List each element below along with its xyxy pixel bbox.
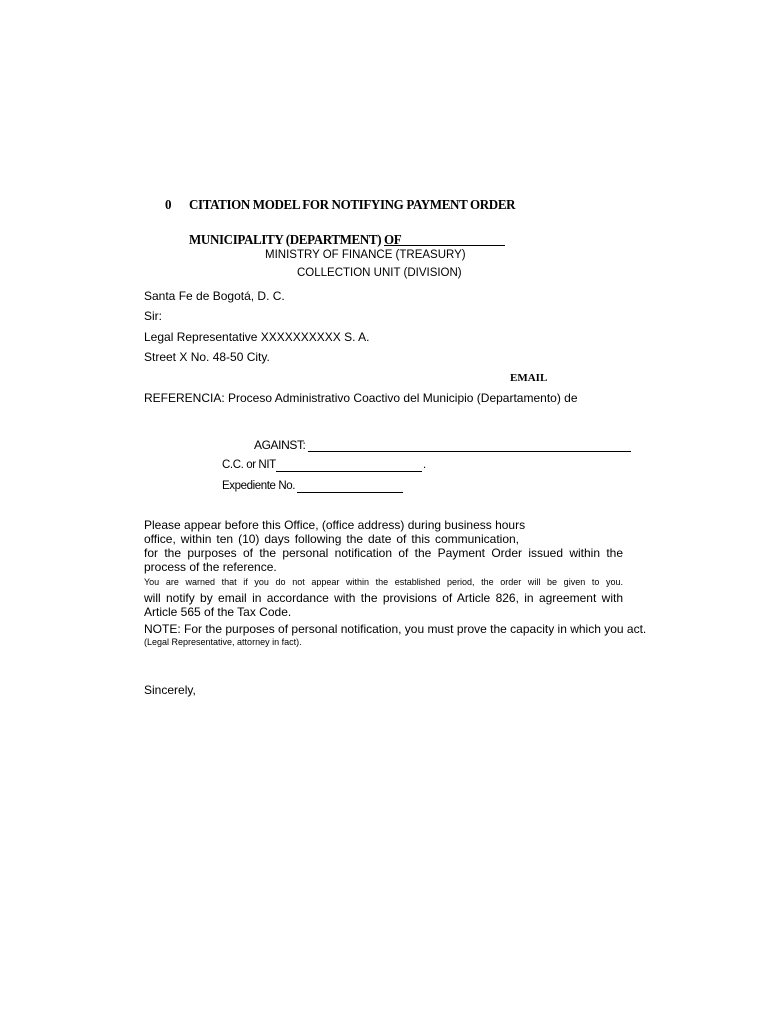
municipality-label: MUNICIPALITY (DEPARTMENT) OF — [189, 233, 402, 248]
id-blank — [276, 471, 422, 472]
salutation: Sir: — [144, 309, 162, 323]
note-detail: (Legal Representative, attorney in fact). — [144, 637, 302, 647]
file-blank — [297, 492, 403, 493]
body-line-3-text: for the purposes of the personal notification of the Payment Order issued within the process of the reference. — [144, 546, 623, 574]
body-line-3 — [144, 546, 623, 574]
body-line-1: Please appear before this Office, (office address) during business hours — [144, 518, 526, 532]
ministry-heading: MINISTRY OF FINANCE (TREASURY) — [265, 249, 466, 261]
file-label: Expediente No. — [222, 480, 296, 492]
against-blank — [308, 451, 631, 452]
section-number: 0 — [165, 198, 172, 213]
municipality-line — [189, 231, 417, 249]
body-line-2-text: office, within ten (10) days following the date of this communication, — [144, 532, 519, 546]
reference-line: REFERENCIA: Proceso Administrativo Coactivo del Municipio (Departamento) de — [144, 391, 578, 405]
warning-text: You are warned that if you do not appear within the established period, the order will be given to you. — [144, 577, 623, 587]
email-label: EMAIL — [510, 372, 548, 384]
notify-paragraph — [144, 591, 623, 619]
municipality-blank — [384, 245, 505, 246]
notify-text: will notify by email in accordance with the provisions of Article 826, in agreement with Article 565 of the Tax Code. — [144, 591, 623, 619]
warning-line — [144, 576, 623, 588]
note-line: NOTE: For the purposes of personal notification, you must prove the capacity in which you act. — [144, 622, 647, 636]
unit-heading: COLLECTION UNIT (DIVISION) — [297, 267, 462, 279]
street-line: Street X No. 48-50 City. — [144, 350, 270, 364]
id-suffix: . — [423, 459, 427, 471]
against-label: AGAINST: — [254, 438, 306, 452]
body-line-2 — [144, 532, 623, 546]
city-line: Santa Fe de Bogotá, D. C. — [144, 289, 285, 303]
document-title: CITATION MODEL FOR NOTIFYING PAYMENT ORDER — [189, 198, 516, 213]
closing: Sincerely, — [144, 683, 196, 697]
id-label: C.C. or NIT — [222, 459, 276, 471]
representative-line: Legal Representative XXXXXXXXXX S. A. — [144, 330, 370, 344]
